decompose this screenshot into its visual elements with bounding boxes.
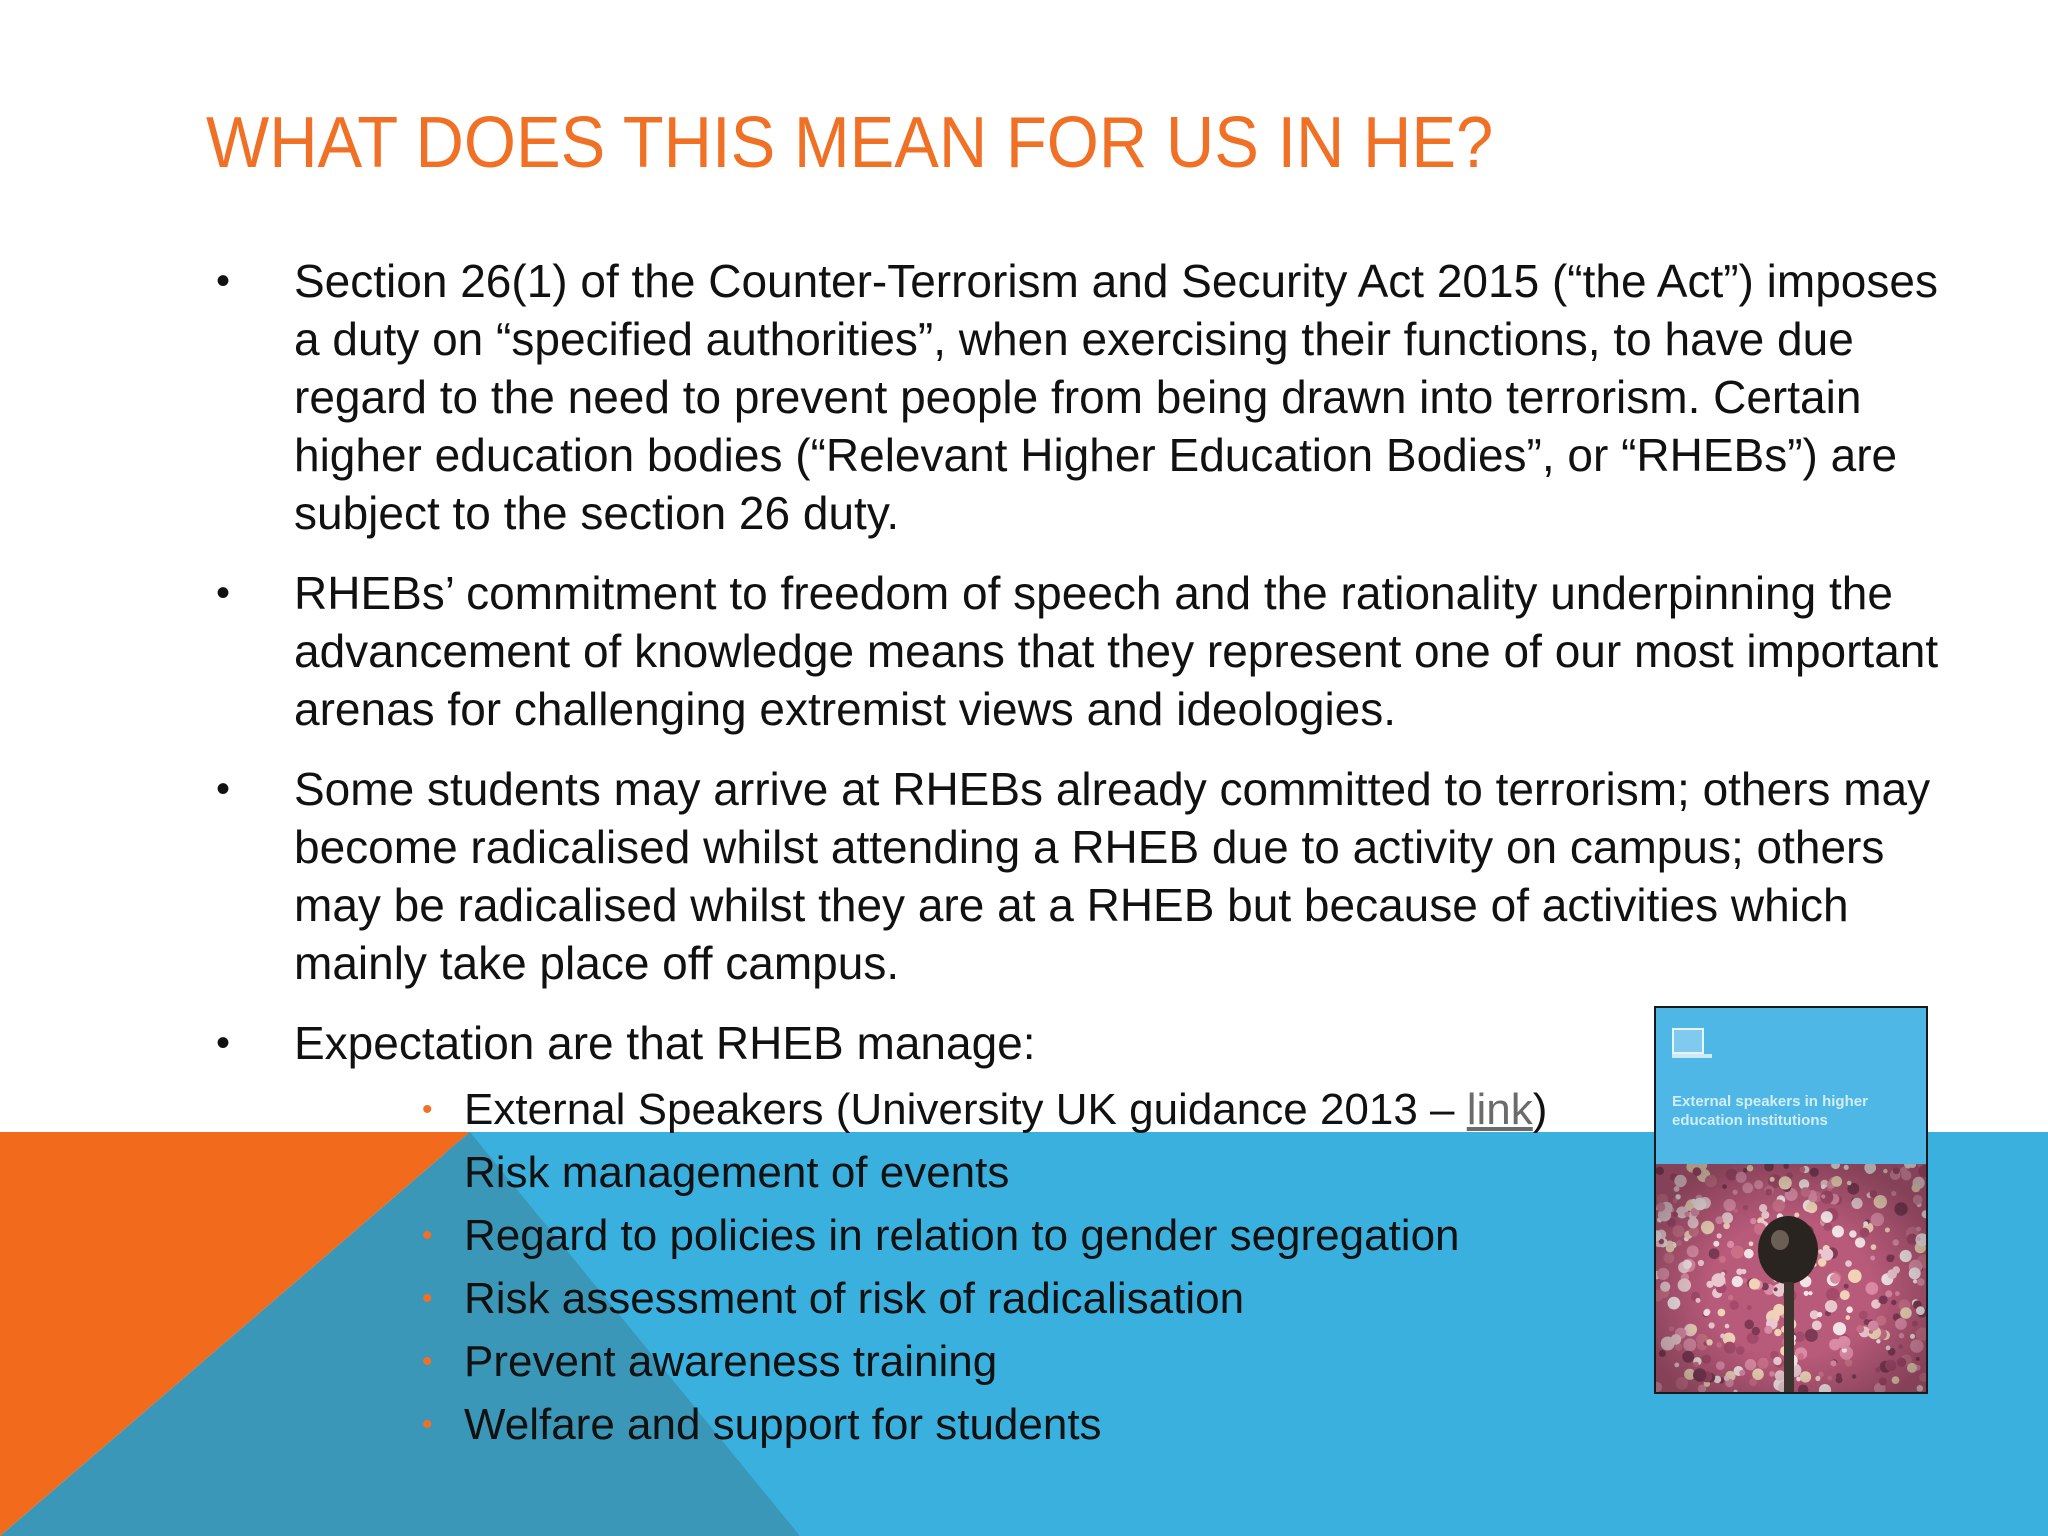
sub-bullet-icon: •: [422, 1219, 433, 1252]
sub-bullet-item: [294, 1393, 1946, 1456]
sub-bullet-text: Risk assessment of risk of radicalisation: [464, 1274, 1245, 1323]
sub-bullet-icon: •: [422, 1345, 433, 1378]
report-cover-image: [1654, 1006, 1928, 1394]
sub-bullet-icon: •: [422, 1408, 433, 1441]
bullet-icon: •: [216, 571, 231, 615]
bullet-icon: •: [216, 1021, 231, 1065]
bullet-text: Section 26(1) of the Counter-Terrorism and Security Act 2015 (“the Act”) imposes a duty on “specified authorities”, when exercising their functions, to have due regard to the need to prevent people from being drawn into terrorism. Certain higher education bodies (“Relevant Higher Education Bodies”, or “RHEBs”) are subject to the section 26 duty.: [294, 255, 1938, 539]
crowd-photo: [1656, 1164, 1926, 1392]
bullet-text: Some students may arrive at RHEBs already committed to terrorism; others may become radicalised whilst attending a RHEB due to activity on campus; others may be radicalised whilst they are at a RHEB but because of activities which mainly take place off campus.: [294, 763, 1931, 989]
bullet-item: [206, 760, 1946, 992]
cover-title: External speakers in higher education institutions: [1672, 1093, 1868, 1129]
sub-bullet-icon: •: [422, 1093, 433, 1126]
bullet-text: Expectation are that RHEB manage:: [294, 1017, 1036, 1069]
sub-bullet-text: Regard to policies in relation to gender segregation: [464, 1211, 1460, 1260]
bullet-text: RHEBs’ commitment to freedom of speech and the rationality underpinning the advancement of knowledge means that they represent one of our most important arenas for challenging extremist views and ideologies.: [294, 567, 1939, 735]
bullet-icon: •: [216, 259, 231, 303]
sub-bullet-text: Risk management of events: [464, 1148, 1010, 1197]
guidance-link[interactable]: link: [1466, 1085, 1533, 1134]
bullet-item: [206, 564, 1946, 738]
sub-bullet-text: Prevent awareness training: [464, 1337, 998, 1386]
sub-bullet-icon: •: [422, 1282, 433, 1315]
publisher-logo-icon: [1672, 1028, 1704, 1054]
slide-title: WHAT DOES THIS MEAN FOR US IN HE?: [206, 103, 1494, 183]
publisher-logo-text: [1672, 1054, 1712, 1058]
sub-bullet-text: Welfare and support for students: [464, 1400, 1102, 1449]
microphone-icon: [1758, 1216, 1818, 1284]
sub-bullet-text-suffix: ): [1532, 1085, 1548, 1134]
bullet-icon: •: [216, 767, 231, 811]
bullet-item: [206, 252, 1946, 542]
sub-bullet-text: External Speakers (University UK guidance 2013 –: [464, 1085, 1467, 1134]
